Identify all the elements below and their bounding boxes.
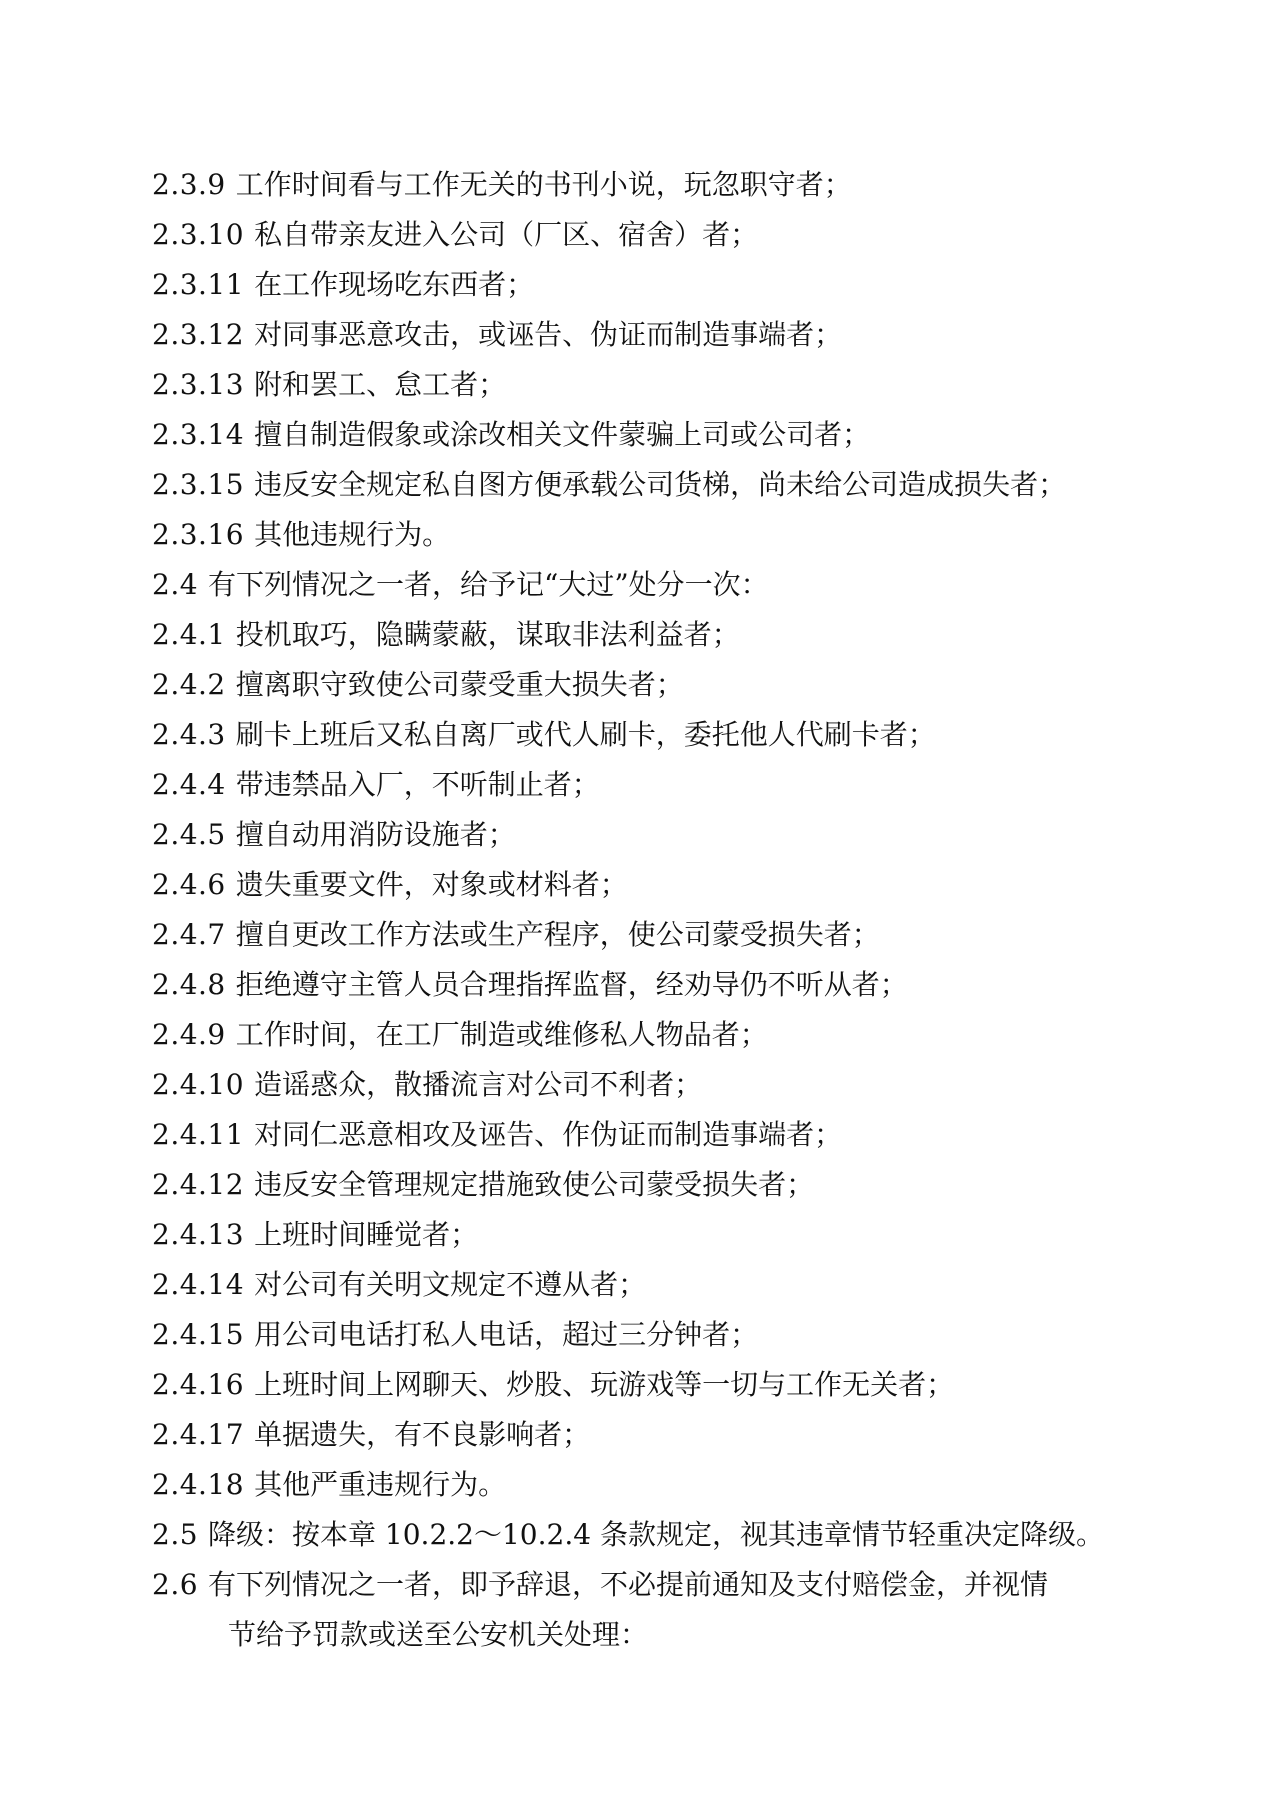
clause-number: 2.3.15	[152, 468, 245, 501]
clause-number: 2.3.10	[152, 218, 245, 251]
clause-text: 对同事恶意攻击，或诬告、伪证而制造事端者；	[254, 318, 843, 351]
clause-line	[152, 660, 1252, 710]
clause-line	[152, 1010, 1252, 1060]
clause-text: 工作时间看与工作无关的书刊小说，玩忽职守者；	[235, 168, 852, 201]
clause-line	[152, 1060, 1252, 1110]
clause-text: 其他违规行为。	[254, 518, 451, 551]
clause-line	[152, 610, 1252, 660]
clause-list	[152, 160, 1252, 1610]
clause-number: 2.3.13	[152, 368, 245, 401]
clause-line	[152, 260, 1252, 310]
clause-number: 2.4.9	[152, 1018, 226, 1051]
clause-number: 2.4.1	[152, 618, 226, 651]
clause-text: 造谣惑众，散播流言对公司不利者；	[254, 1068, 703, 1101]
clause-line	[152, 1260, 1252, 1310]
clause-number: 2.4.5	[152, 818, 226, 851]
clause-line	[152, 1510, 1252, 1560]
clause-text: 带违禁品入厂，不听制止者；	[235, 768, 600, 801]
clause-text: 投机取巧，隐瞒蒙蔽，谋取非法利益者；	[235, 618, 740, 651]
clause-number: 2.3.16	[152, 518, 245, 551]
clause-line	[152, 560, 1252, 610]
clause-number: 2.4.3	[152, 718, 226, 751]
clause-line	[152, 1110, 1252, 1160]
clause-text: 其他严重违规行为。	[254, 1468, 507, 1501]
clause-number: 2.4	[152, 568, 199, 601]
clause-line	[152, 710, 1252, 760]
clause-line	[152, 910, 1252, 960]
clause-text: 擅自动用消防设施者；	[235, 818, 516, 851]
clause-text: 私自带亲友进入公司（厂区、宿舍）者；	[254, 218, 759, 251]
clause-number: 2.6	[152, 1568, 199, 1601]
clause-line	[152, 1210, 1252, 1260]
clause-line	[152, 1360, 1252, 1410]
clause-text: 上班时间睡觉者；	[254, 1218, 479, 1251]
clause-text: 在工作现场吃东西者；	[254, 268, 535, 301]
clause-number: 2.5	[152, 1518, 199, 1551]
clause-line	[152, 810, 1252, 860]
clause-line	[152, 960, 1252, 1010]
clause-text: 违反安全管理规定措施致使公司蒙受损失者；	[254, 1168, 815, 1201]
clause-text: 擅离职守致使公司蒙受重大损失者；	[235, 668, 684, 701]
clause-number: 2.4.18	[152, 1468, 245, 1501]
clause-line	[152, 1310, 1252, 1360]
clause-text: 擅自更改工作方法或生产程序，使公司蒙受损失者；	[235, 918, 880, 951]
clause-text: 附和罢工、怠工者；	[254, 368, 507, 401]
clause-line	[152, 410, 1252, 460]
clause-number: 2.4.12	[152, 1168, 245, 1201]
clause-number: 2.3.9	[152, 168, 226, 201]
clause-continuation: 节给予罚款或送至公安机关处理：	[228, 1618, 649, 1651]
clause-text: 降级：按本章 10.2.2～10.2.4 条款规定，视其违章情节轻重决定降级。	[208, 1518, 1104, 1551]
clause-text: 有下列情况之一者，给予记“大过”处分一次：	[208, 568, 769, 601]
clause-line	[152, 460, 1252, 510]
clause-text: 对公司有关明文规定不遵从者；	[254, 1268, 647, 1301]
document-body	[152, 160, 1252, 1660]
clause-number: 2.4.7	[152, 918, 226, 951]
clause-text: 工作时间，在工厂制造或维修私人物品者；	[235, 1018, 768, 1051]
clause-number: 2.4.13	[152, 1218, 245, 1251]
clause-line	[152, 1560, 1252, 1610]
clause-number: 2.4.14	[152, 1268, 245, 1301]
clause-line	[152, 860, 1252, 910]
clause-line	[152, 1160, 1252, 1210]
clause-line	[152, 760, 1252, 810]
clause-number: 2.4.15	[152, 1318, 245, 1351]
clause-number: 2.4.6	[152, 868, 226, 901]
clause-number: 2.4.16	[152, 1368, 245, 1401]
clause-text: 对同仁恶意相攻及诬告、作伪证而制造事端者；	[254, 1118, 843, 1151]
clause-line	[152, 1460, 1252, 1510]
clause-text: 擅自制造假象或涂改相关文件蒙骗上司或公司者；	[254, 418, 871, 451]
clause-number: 2.4.11	[152, 1118, 245, 1151]
clause-text: 用公司电话打私人电话，超过三分钟者；	[254, 1318, 759, 1351]
clause-text: 拒绝遵守主管人员合理指挥监督，经劝导仍不听从者；	[235, 968, 908, 1001]
clause-number: 2.4.4	[152, 768, 226, 801]
clause-text: 单据遗失，有不良影响者；	[254, 1418, 591, 1451]
clause-text: 有下列情况之一者，即予辞退，不必提前通知及支付赔偿金，并视情	[208, 1568, 1049, 1601]
clause-line	[152, 310, 1252, 360]
clause-number: 2.4.2	[152, 668, 226, 701]
clause-number: 2.3.11	[152, 268, 245, 301]
clause-number: 2.4.10	[152, 1068, 245, 1101]
clause-number: 2.4.17	[152, 1418, 245, 1451]
clause-line	[152, 360, 1252, 410]
clause-number: 2.3.14	[152, 418, 245, 451]
clause-text: 刷卡上班后又私自离厂或代人刷卡，委托他人代刷卡者；	[235, 718, 936, 751]
clause-line	[152, 160, 1252, 210]
clause-number: 2.3.12	[152, 318, 245, 351]
clause-line	[152, 210, 1252, 260]
clause-line	[152, 510, 1252, 560]
clause-text: 上班时间上网聊天、炒股、玩游戏等一切与工作无关者；	[254, 1368, 955, 1401]
clause-line	[152, 1410, 1252, 1460]
clause-text: 遗失重要文件，对象或材料者；	[235, 868, 628, 901]
clause-number: 2.4.8	[152, 968, 226, 1001]
clause-text: 违反安全规定私自图方便承载公司货梯，尚未给公司造成损失者；	[254, 468, 1067, 501]
